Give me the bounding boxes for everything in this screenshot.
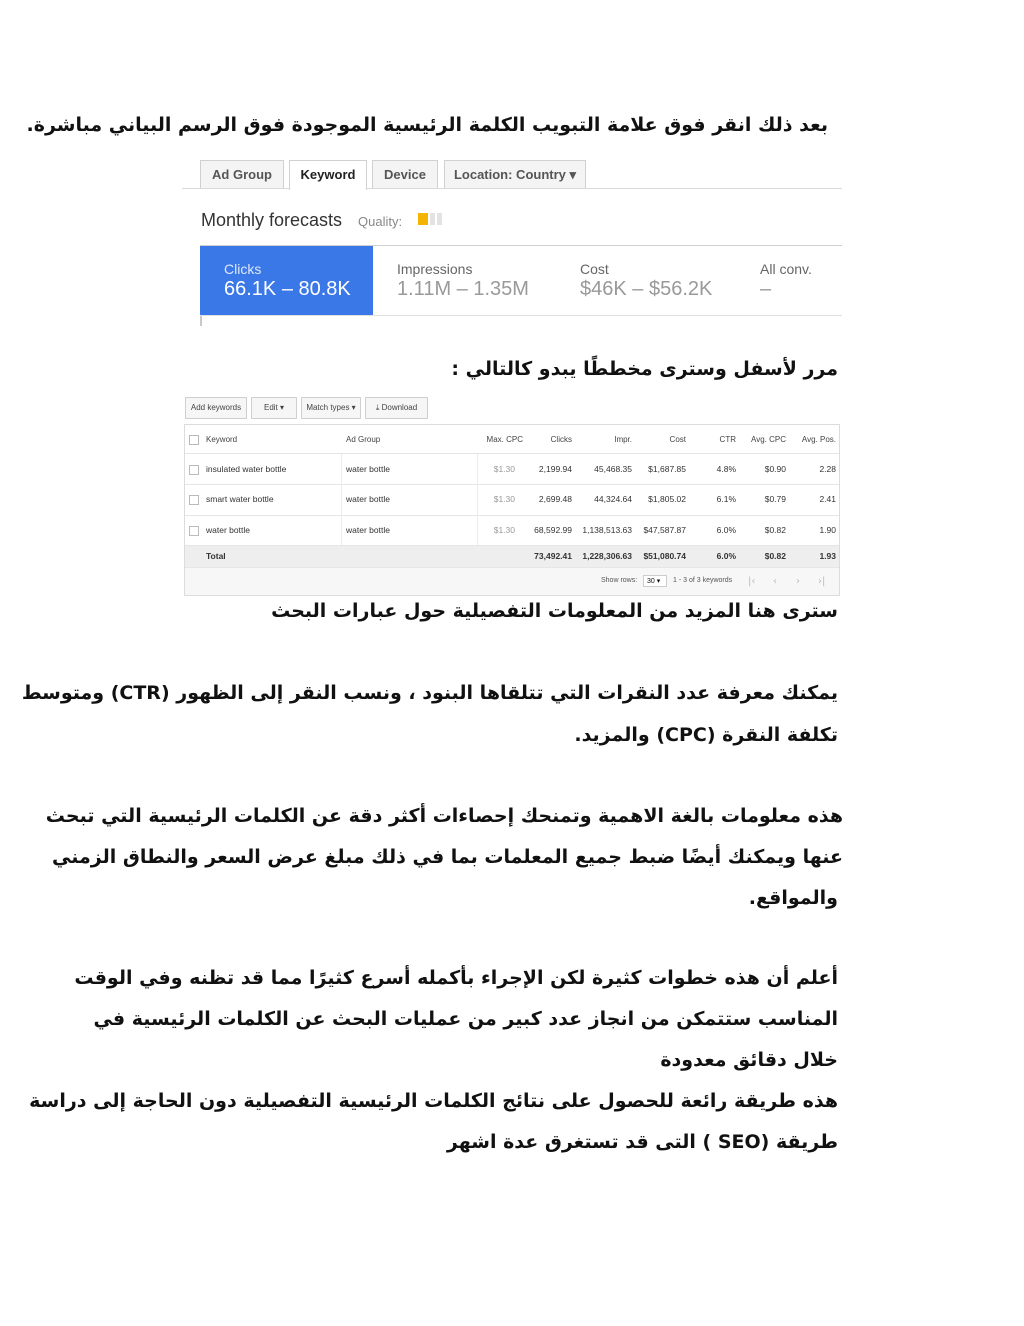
tab-device[interactable]: Device — [372, 160, 438, 188]
next-page-icon[interactable]: › — [796, 576, 800, 587]
header-keyword[interactable]: Keyword — [206, 435, 238, 444]
metric-label: Impressions — [397, 261, 473, 277]
quality-label: Quality: — [358, 214, 403, 229]
forecast-tabs — [182, 158, 842, 189]
metric-impressions[interactable] — [373, 246, 556, 316]
header-cost[interactable]: Cost — [669, 435, 686, 444]
total-cell: 73,492.41 — [534, 551, 572, 561]
paragraph-metrics-line-2: تكلفة النقرة (CPC) والمزيد. — [574, 724, 838, 746]
forecast-title: Monthly forecasts — [201, 210, 343, 230]
metric-value: $46K – $56.2K — [580, 278, 713, 300]
table-cell: $1,687.85 — [648, 464, 686, 474]
header-clicks[interactable]: Clicks — [550, 435, 572, 444]
paragraph-steps-line-3: خلال دقائق معدودة — [660, 1049, 838, 1071]
paragraph-scroll: مرر لأسفل وسترى مخططًا يبدو كالتالي : — [451, 358, 838, 380]
header-ad-group[interactable]: Ad Group — [346, 435, 381, 444]
prev-page-icon[interactable]: ‹ — [773, 576, 777, 587]
table-cell: 68,592.99 — [534, 525, 572, 535]
table-cell: 4.8% — [716, 464, 736, 474]
table-cell: 45,468.35 — [594, 464, 632, 474]
download-button[interactable]: ⤓ Download — [365, 397, 428, 419]
total-cell: 1.93 — [819, 551, 836, 561]
quality-bar-empty — [437, 213, 442, 225]
paragraph-method-line-1: هذه طريقة رائعة للحصول على نتائج الكلمات الرئيسية التفصيلية دون الحاجة إلى دراسة — [29, 1090, 838, 1112]
pagination-range: 1 - 3 of 3 keywords — [673, 577, 733, 584]
table-cell: 6.1% — [716, 494, 736, 504]
table-cell: $1.30 — [493, 494, 515, 504]
metric-label: All conv. — [760, 261, 812, 277]
paragraph-importance-line-2: عنها ويمكنك أيضًا ضبط جميع المعلمات بما في ذلك مبلغ عرض السعر والنطاق الزمني — [52, 846, 843, 868]
metric-label: Clicks — [224, 261, 262, 277]
table-cell-ad-group[interactable]: water bottle — [346, 494, 390, 504]
tab-keyword[interactable]: Keyword — [289, 160, 367, 190]
table-cell: 2.28 — [819, 464, 836, 474]
paragraph-intro: بعد ذلك انقر فوق علامة التبويب الكلمة الرئيسية الموجودة فوق الرسم البياني مباشرة. — [26, 114, 828, 136]
table-cell: $1.30 — [493, 464, 515, 474]
metric-cost[interactable] — [556, 246, 736, 316]
metric-value: – — [760, 278, 772, 300]
edit-button[interactable]: Edit ▾ — [251, 397, 297, 419]
table-cell-ad-group[interactable]: water bottle — [346, 525, 390, 535]
table-cell: 1.90 — [819, 525, 836, 535]
metric-clicks[interactable] — [200, 246, 373, 316]
table-cell: 44,324.64 — [594, 494, 632, 504]
quality-bar-filled — [418, 213, 428, 225]
row-checkbox[interactable] — [189, 495, 199, 505]
paragraph-importance-line-1: هذه معلومات بالغة الاهمية وتمنحك إحصاءات أكثر دقة عن الكلمات الرئيسية التي تبحث — [45, 805, 843, 827]
paragraph-steps-line-1: أعلم أن هذه خطوات كثيرة لكن الإجراء بأكمله أسرع كثيرًا مما قد تظنه وفي الوقت — [74, 967, 838, 989]
table-cell: $47,587.87 — [643, 525, 686, 535]
add-keywords-button[interactable]: Add keywords — [185, 397, 247, 419]
paragraph-details: سترى هنا المزيد من المعلومات التفصيلية حول عبارات البحث — [271, 600, 838, 622]
metric-label: Cost — [580, 261, 609, 277]
metric-value: 66.1K – 80.8K — [224, 278, 351, 300]
show-rows-label: Show rows: — [601, 577, 638, 584]
table-cell-keyword[interactable]: smart water bottle — [206, 494, 274, 504]
total-cell: 6.0% — [716, 551, 736, 561]
table-cell: $1.30 — [493, 525, 515, 535]
row-checkbox[interactable] — [189, 526, 199, 536]
quality-bar-empty — [430, 213, 435, 225]
table-cell: 6.0% — [716, 525, 736, 535]
table-cell: 2,699.48 — [538, 494, 572, 504]
match-types-button[interactable]: Match types ▾ — [301, 397, 361, 419]
table-cell: $0.82 — [764, 525, 786, 535]
table-cell-keyword[interactable]: insulated water bottle — [206, 464, 287, 474]
table-cell-keyword[interactable]: water bottle — [206, 525, 250, 535]
rows-per-page-select[interactable]: 30 ▾ — [643, 575, 667, 587]
total-cell: $0.82 — [764, 551, 786, 561]
header-impr[interactable]: Impr. — [614, 435, 632, 444]
tab-ad-group[interactable]: Ad Group — [200, 160, 284, 188]
table-cell: 1,138,513.63 — [582, 525, 632, 535]
metric-all-conv[interactable] — [736, 246, 842, 316]
select-all-checkbox[interactable] — [189, 435, 199, 445]
total-label: Total — [206, 551, 226, 561]
paragraph-method-line-2: طريقة (SEO ) التى قد تستغرق عدة اشهر — [446, 1131, 838, 1153]
header-avg-pos[interactable]: Avg. Pos. — [801, 435, 836, 444]
table-cell: $0.90 — [764, 464, 786, 474]
total-cell: 1,228,306.63 — [582, 551, 632, 561]
header-ctr[interactable]: CTR — [719, 435, 736, 444]
paragraph-steps-line-2: المناسب ستتمكن من انجاز عدد كبير من عمليات البحث عن الكلمات الرئيسية في — [93, 1008, 838, 1030]
last-page-icon[interactable]: ›| — [818, 576, 826, 587]
table-cell-ad-group[interactable]: water bottle — [346, 464, 390, 474]
table-cell: 2,199.94 — [538, 464, 572, 474]
paragraph-importance-line-3: والمواقع. — [748, 887, 838, 909]
table-cell: $1,805.02 — [648, 494, 686, 504]
tab-location-country[interactable]: Location: Country ▾ — [444, 160, 586, 188]
metric-value: 1.11M – 1.35M — [397, 278, 529, 300]
header-max-cpc[interactable]: Max. CPC — [486, 435, 523, 444]
total-cell: $51,080.74 — [643, 551, 686, 561]
table-cell: 2.41 — [819, 494, 836, 504]
header-avg-cpc[interactable]: Avg. CPC — [751, 435, 786, 444]
row-checkbox[interactable] — [189, 465, 199, 475]
paragraph-metrics-line-1: يمكنك معرفة عدد النقرات التي تتلقاها البنود ، ونسب النقر إلى الظهور (CTR) ومتوسط — [21, 682, 838, 704]
table-cell: $0.79 — [764, 494, 786, 504]
first-page-icon[interactable]: |‹ — [748, 576, 756, 587]
